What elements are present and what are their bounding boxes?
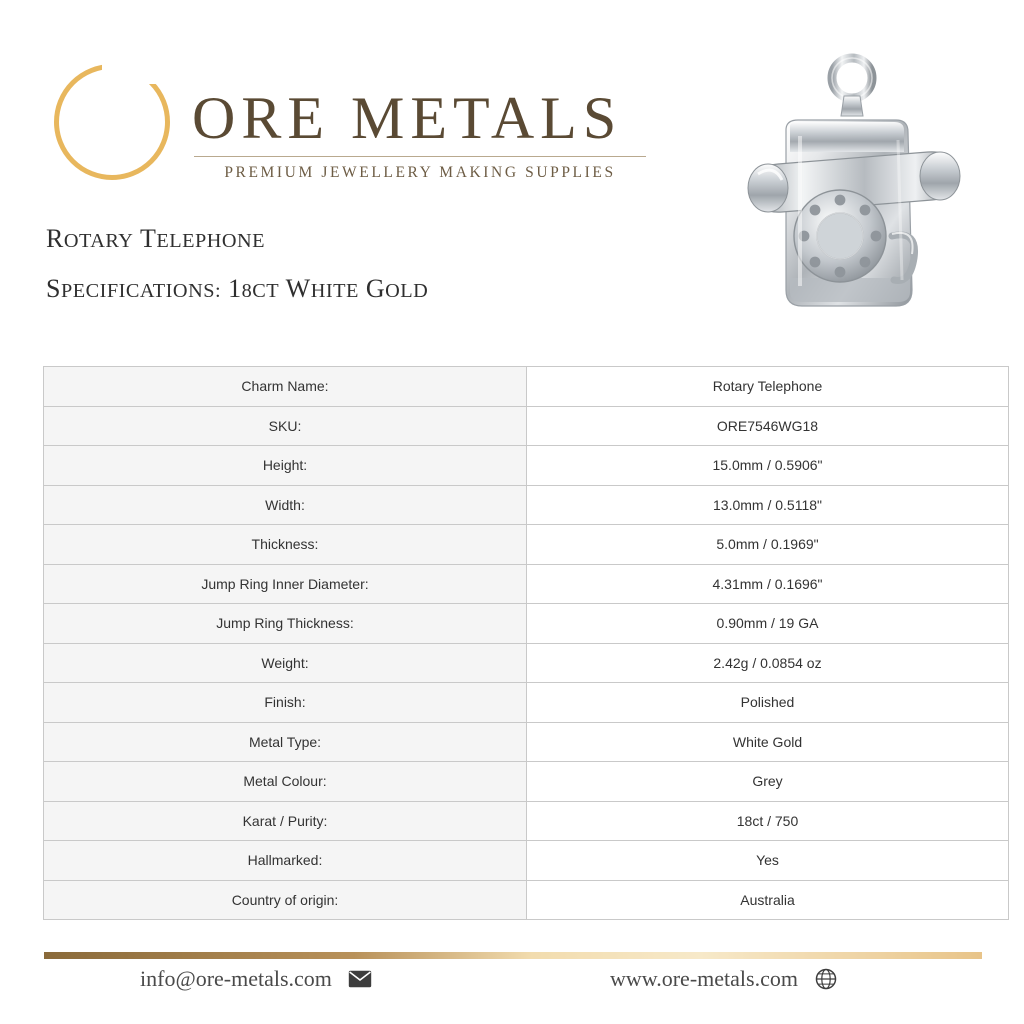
row-value: 2.42g / 0.0854 oz: [527, 643, 1009, 683]
row-label: Jump Ring Thickness:: [44, 604, 527, 644]
footer: [44, 962, 982, 1014]
row-label: SKU:: [44, 406, 527, 446]
row-label: Country of origin:: [44, 880, 527, 920]
row-label: Charm Name:: [44, 367, 527, 407]
table-row: [44, 841, 1009, 881]
row-value: 5.0mm / 0.1969": [527, 525, 1009, 565]
row-value: 4.31mm / 0.1696": [527, 564, 1009, 604]
footer-website-block[interactable]: [610, 966, 838, 992]
table-row: [44, 604, 1009, 644]
page-title: ROTARY TELEPHONE: [46, 224, 266, 253]
row-label: Karat / Purity:: [44, 801, 527, 841]
row-label: Hallmarked:: [44, 841, 527, 881]
row-value: Yes: [527, 841, 1009, 881]
table-row: [44, 367, 1009, 407]
row-value: 13.0mm / 0.5118": [527, 485, 1009, 525]
row-value: Rotary Telephone: [527, 367, 1009, 407]
page-subtitle: SPECIFICATIONS: 18CT WHITE GOLD: [46, 274, 429, 303]
row-label: Thickness:: [44, 525, 527, 565]
row-value: ORE7546WG18: [527, 406, 1009, 446]
envelope-icon: [348, 967, 372, 991]
table-row: [44, 801, 1009, 841]
footer-email-text: info@ore-metals.com: [140, 966, 332, 991]
footer-gradient-bar: [44, 952, 982, 959]
table-row: [44, 643, 1009, 683]
footer-website-text: www.ore-metals.com: [610, 966, 798, 991]
row-label: Finish:: [44, 683, 527, 723]
row-value: Polished: [527, 683, 1009, 723]
title-block: [46, 224, 428, 304]
table-row: [44, 564, 1009, 604]
footer-email-block[interactable]: [140, 966, 372, 992]
row-label: Jump Ring Inner Diameter:: [44, 564, 527, 604]
table-body: [44, 367, 1009, 920]
product-image: [716, 40, 996, 330]
row-value: Australia: [527, 880, 1009, 920]
row-label: Metal Type:: [44, 722, 527, 762]
row-value: Grey: [527, 762, 1009, 802]
row-label: Width:: [44, 485, 527, 525]
row-value: 0.90mm / 19 GA: [527, 604, 1009, 644]
row-label: Weight:: [44, 643, 527, 683]
table-row: [44, 406, 1009, 446]
globe-icon: [814, 967, 838, 991]
table-row: [44, 722, 1009, 762]
table-row: [44, 683, 1009, 723]
row-value: 15.0mm / 0.5906": [527, 446, 1009, 486]
brand-name: ORE METALS: [192, 85, 623, 151]
brand-logo: [44, 36, 624, 186]
brand-tagline: PREMIUM JEWELLERY MAKING SUPPLIES: [224, 164, 616, 181]
table-row: [44, 880, 1009, 920]
table-row: [44, 762, 1009, 802]
gold-ring-icon: [54, 64, 170, 180]
specifications-table: [43, 366, 1009, 920]
row-label: Height:: [44, 446, 527, 486]
row-value: White Gold: [527, 722, 1009, 762]
table-row: [44, 485, 1009, 525]
table-row: [44, 525, 1009, 565]
row-label: Metal Colour:: [44, 762, 527, 802]
table-row: [44, 446, 1009, 486]
row-value: 18ct / 750: [527, 801, 1009, 841]
brand-divider: [194, 156, 646, 157]
